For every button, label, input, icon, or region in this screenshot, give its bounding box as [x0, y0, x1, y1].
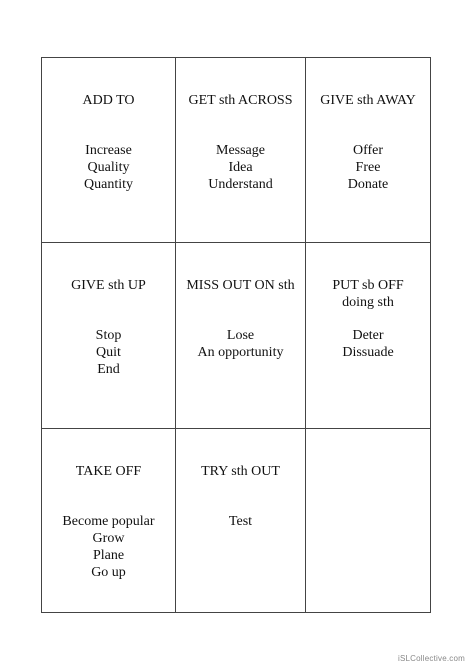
card-put-off	[306, 243, 430, 429]
card-words	[176, 513, 305, 530]
card-word: Increase	[85, 143, 132, 158]
card-words	[42, 327, 175, 378]
card-word: Quit	[96, 345, 121, 360]
card-take-off	[42, 429, 176, 612]
card-word: Test	[228, 514, 253, 529]
card-title-line: doing sth	[342, 295, 394, 310]
card-word: Message	[216, 143, 265, 158]
card-word: Become popular	[62, 514, 155, 529]
card-try-out	[176, 429, 306, 612]
card-give-up	[42, 243, 176, 429]
card-word: Deter	[352, 328, 384, 343]
card-miss-out-on	[176, 243, 306, 429]
card-title-line: ADD TO	[82, 93, 135, 108]
card-word: Understand	[208, 177, 273, 192]
card-title-line: MISS OUT ON sth	[186, 278, 295, 293]
card-title	[306, 277, 430, 311]
card-word: Go up	[91, 565, 126, 580]
card-words	[42, 513, 175, 581]
card-words	[306, 142, 430, 193]
card-word: Quantity	[84, 177, 133, 192]
card-title-line: GIVE sth AWAY	[320, 93, 416, 108]
card-grid	[41, 57, 431, 613]
card-word: Stop	[95, 328, 122, 343]
card-word: Plane	[92, 548, 125, 563]
card-title	[306, 92, 430, 109]
card-title-line: GIVE sth UP	[71, 278, 146, 293]
card-give-away	[306, 58, 430, 243]
card-words	[176, 142, 305, 193]
card-empty	[306, 429, 430, 612]
card-words	[306, 327, 430, 361]
watermark: iSLCollective.com	[398, 654, 465, 663]
card-title	[176, 277, 305, 294]
card-word: Offer	[352, 143, 384, 158]
card-title-line: TRY sth OUT	[201, 464, 280, 479]
card-title-line: PUT sb OFF	[332, 278, 404, 293]
card-title	[42, 277, 175, 294]
card-words	[176, 327, 305, 361]
card-word: Grow	[92, 531, 125, 546]
card-word: Donate	[347, 177, 389, 192]
card-title-line: TAKE OFF	[75, 464, 142, 479]
card-word: An opportunity	[197, 345, 284, 360]
card-get-across	[176, 58, 306, 243]
card-word: Lose	[226, 328, 255, 343]
card-word: Idea	[228, 160, 253, 175]
card-words	[42, 142, 175, 193]
card-title-line: GET sth ACROSS	[188, 93, 293, 108]
card-add-to	[42, 58, 176, 243]
card-word: Dissuade	[342, 345, 394, 360]
card-title	[176, 92, 305, 109]
card-word: End	[97, 362, 120, 377]
card-title	[176, 463, 305, 480]
card-word: Quality	[87, 160, 130, 175]
card-word: Free	[355, 160, 381, 175]
card-title	[42, 92, 175, 109]
card-title	[42, 463, 175, 480]
